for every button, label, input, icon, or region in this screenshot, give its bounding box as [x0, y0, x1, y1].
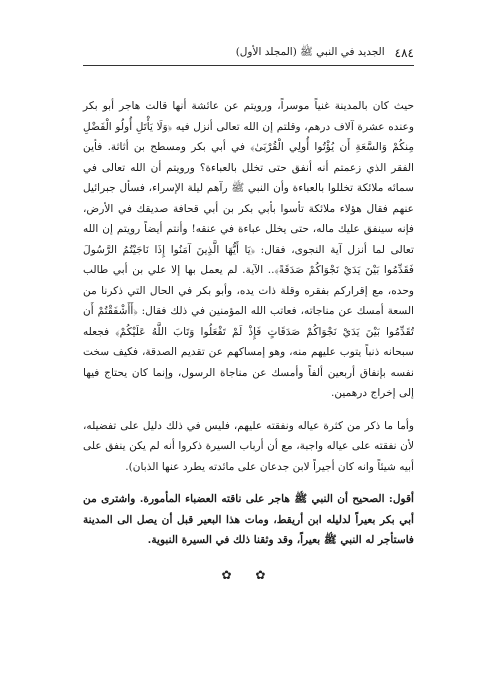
- paragraph-2: وأما ما ذكر من كثرة عياله ونفقته عليهم، فليس في ذلك دليل على تفضيله، لأن نفقته على عياله واجبة، مع أن أرباب السيرة ذكروا أنه لم يكن ينفق على أبيه شيئاً وانه كان أجيراً لابن جدعان على مائدته يطرد عنها الذبان).: [83, 419, 414, 473]
- paragraph-1: حيث كان بالمدينة غنياً موسراً، ورويتم عن عائشة أنها قالت هاجر أبو بكر وعنده عشرة آلاف درهم، وقلتم إن الله تعالى أنزل فيه ﴿وَلَا يَأْتَلِ أُولُو الْفَضْلِ مِنكُمْ وَالسَّعَةِ أَن يُؤْتُوا أُولِي الْقُرْبَىٰ﴾ في أبي بكر ومسطح بن أثاثة. فأين الفقر الذي زعمتم أنه أنفق حتى تخلل بالعباءة؟ ورويتم أن الله تعالى في سمائه ملائكة تخللوا بالعباءة وأن النبي ﷺ رآهم ليلة الإسراء، فسأل جبرائيل عنهم فقال هؤلاء ملائكة تأسوا بأبي بكر بن أبي قحافة صديقك في الأرض، فإنه سينفق عليك ماله، حتى يخلل عباءة في عنقه! وأنتم أيضاً رويتم إن الله تعالى لما أنزل آية النجوى، فقال: ﴿يَا أَيُّهَا الَّذِينَ آمَنُوا إِذَا نَاجَيْتُمُ الرَّسُولَ فَقَدِّمُوا بَيْنَ يَدَيْ نَجْوَاكُمْ صَدَقَةً﴾.. الآية. لم يعمل بها إلا علي بن أبي طالب وحده، مع إقراركم بفقره وقلة ذات يده، وأبو بكر في الحال التي ذكرنا من السعة أمسك عن مناجاته، فعاتب الله المؤمنين في ذلك فقال: ﴿أَأَشْفَقْتُمْ أَن تُقَدِّمُوا بَيْنَ يَدَيْ نَجْوَاكُمْ صَدَقَاتٍ فَإِذْ لَمْ تَفْعَلُوا وَتَابَ اللَّهُ عَلَيْكُمْ﴾ فجعله سبحانه ذنباً يتوب عليهم منه، وهو إمساكهم عن تقديم الصدقة، فكيف سخت نفسه بإنفاق أربعين ألفاً وأمسك عن مناجاة الرسول، وإنما كان يحتاج فيها إلى إخراج درهمين.: [83, 100, 414, 399]
- section-ornament: ✿ ✿: [221, 567, 276, 582]
- running-header: [83, 44, 414, 66]
- running-title: الجديد في النبي ﷺ (المجلد الأول): [235, 45, 385, 58]
- paragraph-3-bold: أقول: الصحيح أن النبي ﷺ هاجر على ناقته العضباء المأمورة. واشترى من أبي بكر بعيراً لدليله ابن أريقط، ومات هذا البعير قبل أن يصل الى المدينة فاستأجر له النبي ﷺ بعيراً، وقد وثقنا ذلك في السيرة النبوية.: [83, 493, 414, 546]
- body-text: [83, 96, 414, 585]
- page-number: ٤٨٤: [394, 46, 414, 60]
